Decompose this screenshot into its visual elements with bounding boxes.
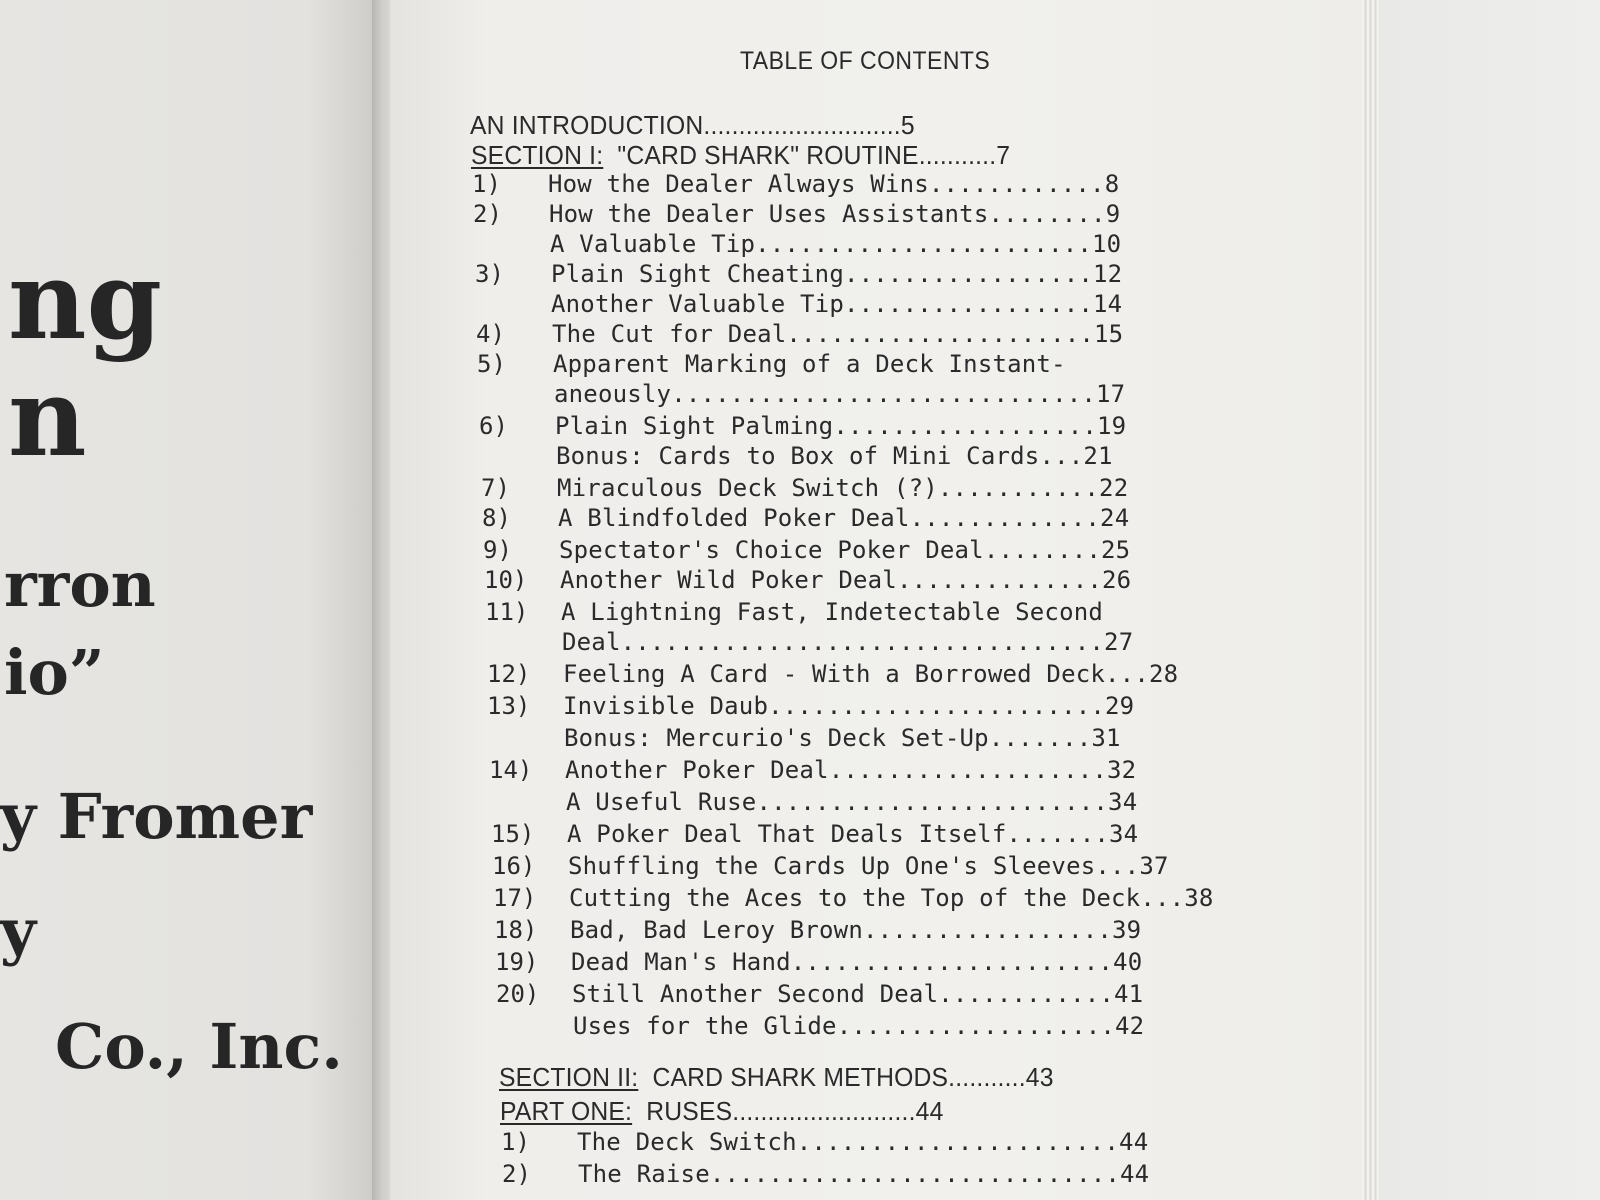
toc-section-label: PART ONE: [500, 1096, 633, 1126]
toc-entry [471, 140, 1291, 170]
toc-leader-dots: .......................... [732, 1096, 916, 1126]
toc-leader-dots: ............. [909, 504, 1101, 532]
toc-entry-text [577, 1128, 1148, 1156]
toc-entry [479, 412, 1299, 442]
toc-page-number: 44 [1120, 1160, 1150, 1188]
toc-entry-text [565, 756, 1136, 784]
toc-entry-number: 1) [472, 170, 501, 198]
toc-entry-text [563, 692, 1134, 720]
toc-entry-text [470, 110, 915, 141]
toc-entry [477, 350, 1297, 380]
toc-entry [485, 598, 1305, 628]
toc-entry-text [555, 412, 1126, 440]
toc-entry-number: 7) [481, 474, 510, 502]
toc-entry-title: AN INTRODUCTION [470, 110, 704, 140]
toc-leader-dots: .................. [833, 412, 1098, 440]
toc-page-number: 31 [1091, 724, 1121, 752]
toc-entry [475, 290, 1295, 320]
toc-page-number: 39 [1112, 916, 1142, 944]
toc-entry [476, 320, 1296, 350]
toc-entry-title: Still Another Second Deal [572, 980, 939, 1008]
toc-entry-title: Apparent Marking of a Deck Instant- [553, 350, 1066, 378]
toc-entry-text [558, 504, 1129, 532]
toc-entry-number: 3) [475, 260, 504, 288]
title-fragment-1: ng [8, 238, 163, 364]
toc-page-number: 5 [900, 110, 915, 140]
toc-page-number: 34 [1109, 820, 1139, 848]
toc-entry [497, 1012, 1317, 1042]
toc-leader-dots: ................... [828, 756, 1108, 784]
toc-entry-text [556, 442, 1113, 470]
toc-leader-dots: ............ [938, 980, 1115, 1008]
toc-page-number: 12 [1093, 260, 1123, 288]
toc-section-label: SECTION I: [471, 140, 604, 170]
author-fragment-2: io” [4, 636, 105, 709]
toc-entry-number: 11) [485, 598, 529, 626]
toc-page-number: 44 [1119, 1128, 1149, 1156]
toc-entry-text [569, 884, 1214, 912]
toc-entry [475, 260, 1295, 290]
toc-page-number: 14 [1093, 290, 1123, 318]
toc-entry-title: The Cut for Deal [552, 320, 787, 348]
toc-entry-title: Another Poker Deal [565, 756, 829, 784]
toc-page-number: 34 [1108, 788, 1138, 816]
toc-entry [470, 110, 1290, 140]
toc-entry-text [499, 1062, 1054, 1093]
toc-leader-dots: ................... [836, 1012, 1116, 1040]
toc-leader-dots: ............................ [709, 1160, 1121, 1188]
publisher-fragment-1: y [0, 895, 37, 968]
toc-entry [499, 1062, 1319, 1092]
toc-entry [474, 230, 1294, 260]
toc-entry-number: 14) [489, 756, 533, 784]
toc-entry [478, 380, 1298, 410]
toc-entry [483, 536, 1303, 566]
toc-entry [482, 504, 1302, 534]
toc-entry [480, 442, 1300, 472]
toc-leader-dots: ....................... [755, 230, 1093, 258]
toc-leader-dots: ....... [1006, 820, 1110, 848]
toc-entry [473, 200, 1293, 230]
toc-entry [484, 566, 1304, 596]
toc-entry-text [550, 230, 1121, 258]
toc-leader-dots: ... [1095, 852, 1140, 880]
toc-page-number: 17 [1096, 380, 1126, 408]
toc-entry-number: 10) [484, 566, 528, 594]
toc-entry-title: "CARD SHARK" ROUTINE [617, 140, 919, 170]
toc-leader-dots: ........ [983, 536, 1102, 564]
toc-leader-dots: ...................... [796, 1128, 1120, 1156]
title-fragment-2: n [8, 355, 87, 481]
toc-entry-title: Invisible Daub [563, 692, 769, 720]
toc-entry-text [571, 948, 1142, 976]
toc-entry-text [557, 474, 1128, 502]
toc-entry-title: Shuffling the Cards Up One's Sleeves [568, 852, 1096, 880]
toc-entry [493, 884, 1313, 914]
toc-page-number: 19 [1097, 412, 1127, 440]
toc-entry-text [562, 628, 1133, 656]
toc-entry [491, 820, 1311, 850]
toc-page-number: 27 [1104, 628, 1134, 656]
toc-entry-title: Bonus: Mercurio's Deck Set-Up [564, 724, 989, 752]
author-fragment-3: y Fromer [0, 780, 313, 853]
toc-entry-number: 1) [501, 1128, 530, 1156]
toc-entry [501, 1128, 1321, 1158]
toc-title: TABLE OF CONTENTS [740, 47, 991, 75]
toc-entry [492, 852, 1312, 882]
toc-entry-title: A Useful Ruse [566, 788, 757, 816]
toc-entry-title: Plain Sight Cheating [551, 260, 844, 288]
toc-page-number: 37 [1139, 852, 1169, 880]
toc-entry-title: Uses for the Glide [573, 1012, 837, 1040]
toc-entry-text [559, 536, 1130, 564]
toc-page-number: 22 [1099, 474, 1129, 502]
toc-entry [487, 660, 1307, 690]
toc-entry-number: 18) [494, 916, 538, 944]
toc-entry-text [551, 290, 1122, 318]
toc-entry-text [561, 598, 1103, 626]
toc-entry-text [578, 1160, 1149, 1188]
toc-page-number: 40 [1113, 948, 1143, 976]
toc-leader-dots: ........... [948, 1062, 1026, 1092]
toc-page-number: 26 [1102, 566, 1132, 594]
toc-entry-number: 20) [496, 980, 540, 1008]
toc-entry-text [500, 1096, 944, 1127]
toc-leader-dots: ... [1039, 442, 1084, 470]
toc-entry-number: 9) [483, 536, 512, 564]
toc-entry-text [554, 380, 1125, 408]
toc-entry-number: 4) [476, 320, 505, 348]
toc-entry-text [548, 170, 1119, 198]
toc-entry-number: 17) [493, 884, 537, 912]
toc-page-number: 9 [1105, 200, 1121, 228]
toc-entry-title: Feeling A Card - With a Borrowed Deck [563, 660, 1106, 688]
toc-entry-title: aneously [554, 380, 672, 408]
toc-entry-text [573, 1012, 1144, 1040]
toc-entry-text [471, 140, 1010, 171]
toc-entry-title: Bonus: Cards to Box of Mini Cards [556, 442, 1040, 470]
toc-leader-dots: ........... [918, 140, 997, 170]
toc-leader-dots: ....................... [768, 692, 1106, 720]
toc-entry-title: How the Dealer Always Wins [548, 170, 929, 198]
toc-entry-number: 19) [495, 948, 539, 976]
toc-entry-number: 2) [502, 1160, 531, 1188]
toc-entry-title: A Lightning Fast, Indetectable Second [561, 598, 1104, 626]
toc-entry [487, 692, 1307, 722]
toc-entry-text [567, 820, 1138, 848]
toc-entry [472, 170, 1292, 200]
toc-entry-text [560, 566, 1131, 594]
toc-leader-dots: ........................ [756, 788, 1109, 816]
toc-entry-number: 16) [492, 852, 536, 880]
toc-entry-text [570, 916, 1141, 944]
toc-leader-dots: ........... [937, 474, 1100, 502]
toc-entry-title: Cutting the Aces to the Top of the Deck [569, 884, 1141, 912]
toc-entry-text [564, 724, 1121, 752]
toc-leader-dots: ................................. [620, 628, 1105, 656]
toc-entry [481, 474, 1301, 504]
toc-leader-dots: ..................... [786, 320, 1095, 348]
toc-entry-title: The Raise [578, 1160, 710, 1188]
toc-entry-text [549, 200, 1120, 228]
toc-entry [495, 948, 1315, 978]
toc-page-number: 10 [1092, 230, 1122, 258]
toc-entry-number: 8) [482, 504, 511, 532]
toc-entry [502, 1160, 1322, 1190]
author-fragment-1: rron [4, 548, 156, 621]
toc-entry-title: CARD SHARK METHODS [652, 1062, 949, 1092]
toc-page-number: 24 [1100, 504, 1130, 532]
toc-page-number: 25 [1101, 536, 1131, 564]
toc-leader-dots: ....... [988, 724, 1092, 752]
toc-leader-dots: ............................. [671, 380, 1097, 408]
toc-entry-number: 5) [477, 350, 506, 378]
toc-page-number: 28 [1148, 660, 1179, 688]
toc-entry-title: A Valuable Tip [550, 230, 756, 258]
toc-leader-dots: ...................... [790, 948, 1114, 976]
toc-entry-title: Another Wild Poker Deal [560, 566, 897, 594]
toc-page-number: 38 [1184, 884, 1214, 912]
toc-page-number: 29 [1105, 692, 1135, 720]
toc-entry-title: Dead Man's Hand [571, 948, 791, 976]
toc-entry-text [553, 350, 1066, 378]
toc-entry-number: 12) [487, 660, 531, 688]
toc-section-label: SECTION II: [499, 1062, 639, 1092]
toc-entry-title: Deal [562, 628, 621, 656]
toc-entry [490, 788, 1310, 818]
toc-entry-title: Miraculous Deck Switch (?) [557, 474, 938, 502]
toc-entry-text [566, 788, 1137, 816]
toc-entry [488, 724, 1308, 754]
toc-entry-text [568, 852, 1169, 880]
toc-leader-dots: ........ [988, 200, 1106, 228]
toc-entry-text [552, 320, 1123, 348]
toc-page-number: 32 [1107, 756, 1137, 784]
toc-entry-title: Bad, Bad Leroy Brown [570, 916, 863, 944]
toc-entry [500, 1096, 1320, 1126]
toc-entry-title: Spectator's Choice Poker Deal [559, 536, 984, 564]
toc-entry [494, 916, 1314, 946]
toc-leader-dots: ................. [843, 260, 1094, 288]
toc-leader-dots: ................. [862, 916, 1113, 944]
toc-entry-title: Plain Sight Palming [555, 412, 834, 440]
toc-leader-dots: ... [1105, 660, 1149, 688]
toc-page-number: 43 [1025, 1062, 1054, 1092]
toc-page-number: 44 [915, 1096, 944, 1126]
toc-page-number: 21 [1083, 442, 1113, 470]
toc-entry-title: How the Dealer Uses Assistants [549, 200, 989, 228]
toc-leader-dots: ... [1140, 884, 1185, 912]
publisher-fragment-2: Co., Inc. [55, 1010, 343, 1083]
toc-leader-dots: .............. [896, 566, 1103, 594]
toc-entry-number: 6) [479, 412, 508, 440]
toc-page-number: 7 [996, 140, 1011, 170]
toc-entry-title: A Blindfolded Poker Deal [558, 504, 910, 532]
toc-entry-title: The Deck Switch [577, 1128, 797, 1156]
toc-leader-dots: ............ [928, 170, 1105, 198]
toc-entry-title: RUSES [646, 1096, 733, 1126]
toc-entry [489, 756, 1309, 786]
toc-entry-title: Another Valuable Tip [551, 290, 844, 318]
toc-entry-text [563, 660, 1178, 688]
toc-page-number: 42 [1115, 1012, 1145, 1040]
toc-page-number: 8 [1104, 170, 1120, 198]
toc-entry-number: 13) [487, 692, 531, 720]
toc-leader-dots: ............................ [703, 110, 901, 140]
toc-entry-number: 15) [491, 820, 535, 848]
toc-entry-title: A Poker Deal That Deals Itself [567, 820, 1007, 848]
toc-entry [486, 628, 1306, 658]
toc-page-number: 41 [1114, 980, 1144, 1008]
toc-entry-text [572, 980, 1143, 1008]
toc-entry-number: 2) [473, 200, 502, 228]
toc-leader-dots: ................. [843, 290, 1094, 318]
toc-entry-text [551, 260, 1122, 288]
toc-entry [496, 980, 1316, 1010]
toc-page-number: 15 [1094, 320, 1124, 348]
